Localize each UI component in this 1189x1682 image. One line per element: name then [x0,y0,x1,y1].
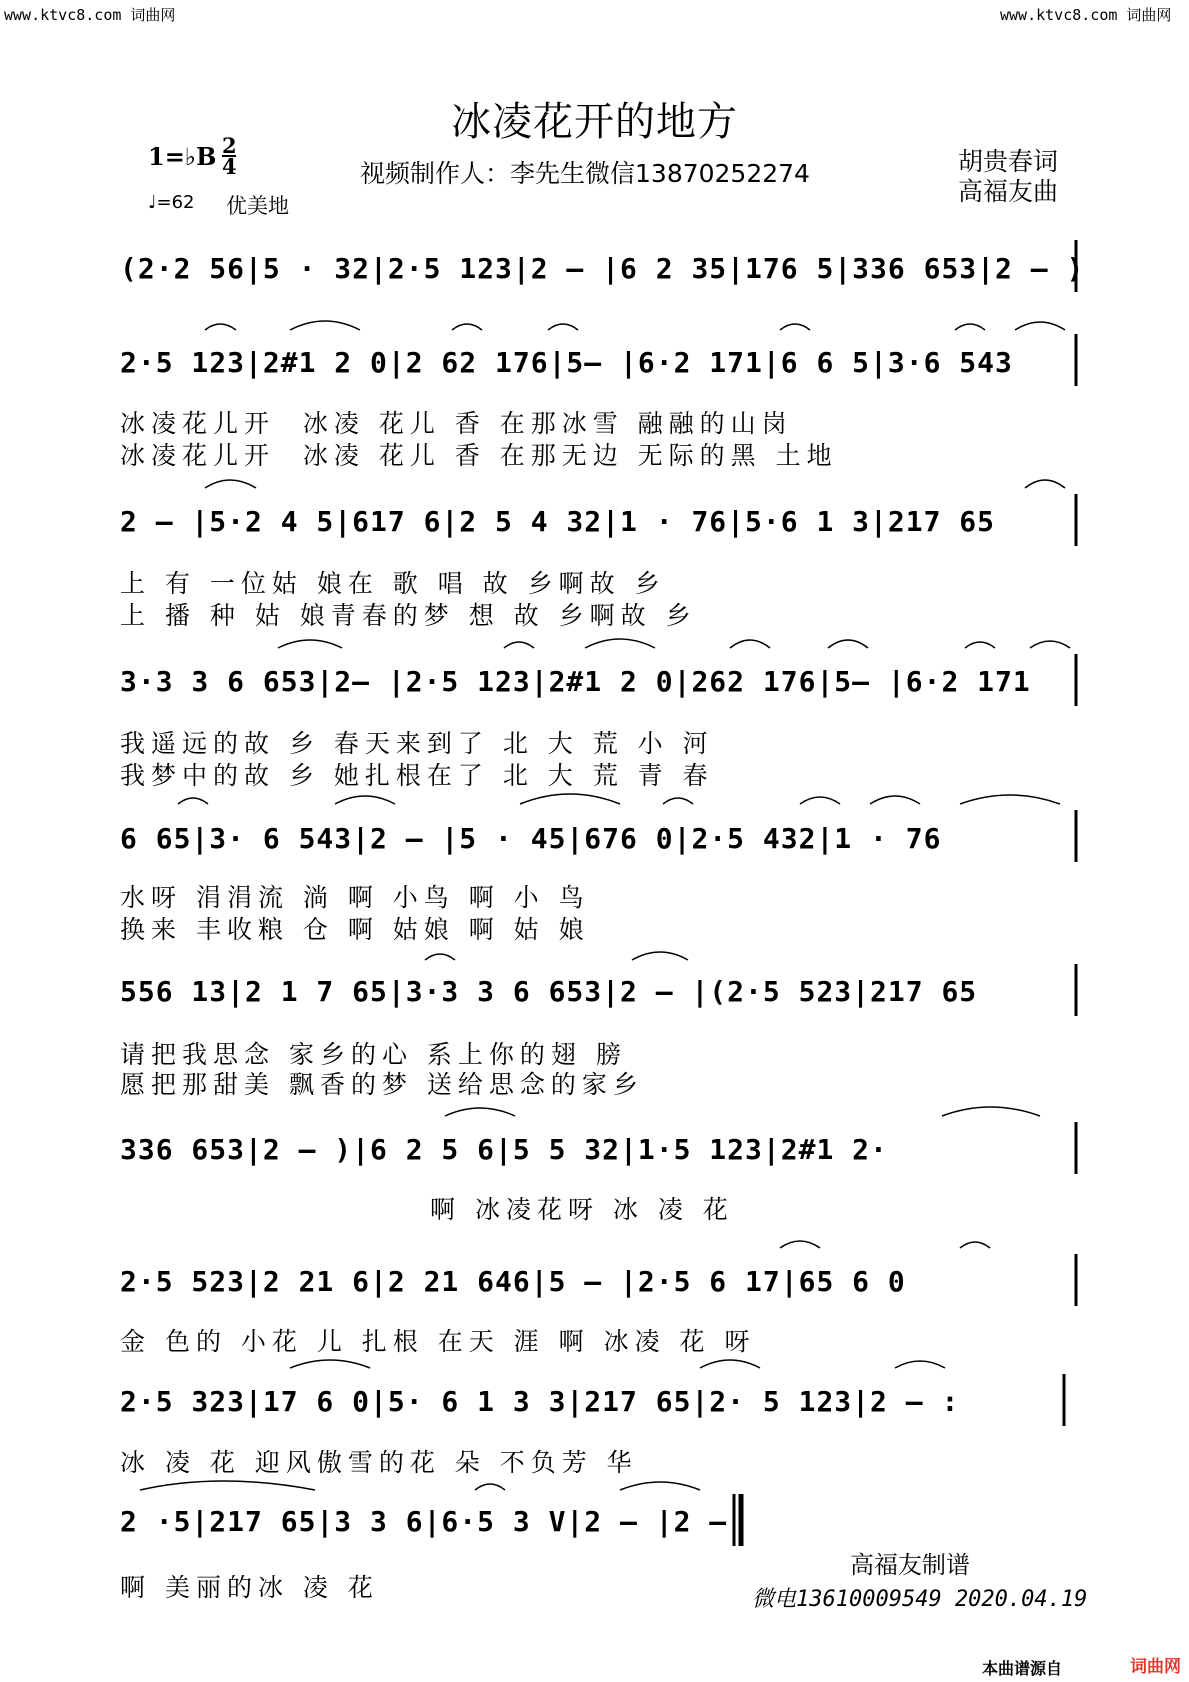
maker-contact: 微电13610009549 2020.04.19 [752,1587,1088,1612]
lyric-line-3-verse-2: 上 播 种 姑 娘青春的梦 想 故 乡啊故 乡 [120,601,697,630]
lyric-line-4-verse-1: 我遥远的故 乡 春天来到了 北 大 荒 小 河 [120,729,714,758]
slur-15 [965,642,995,648]
lyric-line-6-verse-2: 愿把那甜美 飘香的梦 送给思念的家乡 [120,1070,644,1099]
lyric-line-4-verse-2: 我梦中的故 乡 她扎根在了 北 大 荒 青 春 [120,761,714,790]
slur-10 [278,640,342,648]
score-line-7: 336 653|2 – )|6 2 5 6|5 5 32|1·5 123|2#1 2· [120,1133,888,1166]
lyric-line-6-verse-1: 请把我思念 家乡的心 系上你的翅 膀 [120,1040,627,1069]
slur-12 [585,639,655,648]
slur-25 [632,952,688,960]
composer-credit: 高福友曲 [958,177,1059,206]
lyric-line-2-verse-1: 冰凌花儿开 冰凌 花儿 香 在那冰雪 融融的山岗 [120,409,793,438]
slur-13 [730,640,770,648]
time-signature [222,133,237,179]
slur-34 [475,1484,505,1490]
lyric-line-7: 啊 冰凌花呀 冰 凌 花 [430,1195,734,1224]
lyric-line-5-verse-2: 换来 丰收粮 仓 啊 姑娘 啊 姑 娘 [120,915,590,944]
slur-7 [1015,322,1065,330]
slur-2 [290,321,360,330]
lyricist-credit: 胡贵春词 [958,147,1059,176]
slur-3 [452,324,482,330]
score-line-1: (2·2 56|5 · 32|2·5 123|2 – |6 2 35|176 5|336 653|2 – ) [120,252,1085,285]
slur-6 [955,324,985,330]
expression-marking: 优美地 [226,194,289,218]
slur-21 [800,797,840,804]
slur-26 [445,1108,515,1116]
slur-19 [520,794,620,804]
time-signature-bottom: 4 [222,154,237,179]
slur-14 [828,640,868,648]
slur-9 [1025,480,1065,488]
slur-28 [960,1242,990,1248]
video-credit: 视频制作人：李先生微信13870252274 [360,159,810,188]
slur-11 [504,642,534,648]
key-signature: 1=♭B [148,142,217,171]
slur-20 [663,798,693,804]
lyric-line-3-verse-1: 上 有 一位姑 娘在 歌 唱 故 乡啊故 乡 [120,569,666,598]
score-line-5: 6 65|3· 6 543|2 – |5 · 45|676 0|2·5 432|1 · 76 [120,822,942,855]
site-watermark-right: www.ktvc8.com 词曲网 [1000,6,1172,24]
lyric-line-9: 冰 凌 花 迎风傲雪的花 朵 不负芳 华 [120,1448,638,1477]
score-line-8: 2·5 523|2 21 6|2 21 646|5 – |2·5 6 17|65 6 0 [120,1265,906,1298]
slur-5 [780,324,810,330]
slur-32 [895,1361,945,1368]
slur-29 [780,1241,820,1248]
slur-30 [290,1360,370,1368]
site-watermark-left: www.ktvc8.com 词曲网 [4,6,176,24]
slur-17 [178,798,208,804]
lyric-line-5-verse-1: 水呀 涓涓流 淌 啊 小鸟 啊 小 鸟 [120,883,590,912]
song-title: 冰凌花开的地方 [451,99,738,145]
slur-31 [700,1360,760,1368]
score-line-10: 2 ·5|217 65|3 3 6|6·5 3 V|2 – |2 – [120,1505,728,1538]
source-label: 本曲谱源自 [982,1659,1063,1678]
slur-24 [425,954,455,960]
slur-33 [140,1481,315,1490]
slur-23 [960,795,1060,804]
brand-logo[interactable]: 词曲网 [1130,1657,1181,1677]
lyric-line-2-verse-2: 冰凌花儿开 冰凌 花儿 香 在那无边 无际的黑 土地 [120,441,838,470]
slur-22 [870,796,920,804]
slur-8 [205,480,256,488]
lyric-line-10: 啊 美丽的冰 凌 花 [120,1573,379,1602]
score-line-2: 2·5 123|2#1 2 0|2 62 176|5– |6·2 171|6 6 5|3·6 543 [120,346,1013,379]
slur-18 [335,796,395,804]
lyric-line-8: 金 色的 小花 儿 扎根 在天 涯 啊 冰凌 花 呀 [120,1327,756,1356]
time-signature-top: 2 [222,133,237,158]
score-line-6: 556 13|2 1 7 65|3·3 3 6 653|2 – |(2·5 523|217 65 [120,975,978,1008]
slur-27 [942,1107,1040,1116]
tempo-marking: ♩=62 [148,192,195,213]
score-line-9: 2·5 323|17 6 0|5· 6 1 3 3|217 65|2· 5 123|2 – : [120,1385,960,1418]
score-maker: 高福友制谱 [850,1551,970,1579]
score-line-3: 2 – |5·2 4 5|617 6|2 5 4 32|1 · 76|5·6 1 3|217 65 [120,505,996,538]
slur-35 [620,1482,700,1490]
slur-1 [205,324,236,330]
slur-16 [1030,641,1070,648]
slur-4 [548,324,578,330]
score-line-4: 3·3 3 6 653|2– |2·5 123|2#1 2 0|262 176|5– |6·2 171 [120,665,1031,698]
